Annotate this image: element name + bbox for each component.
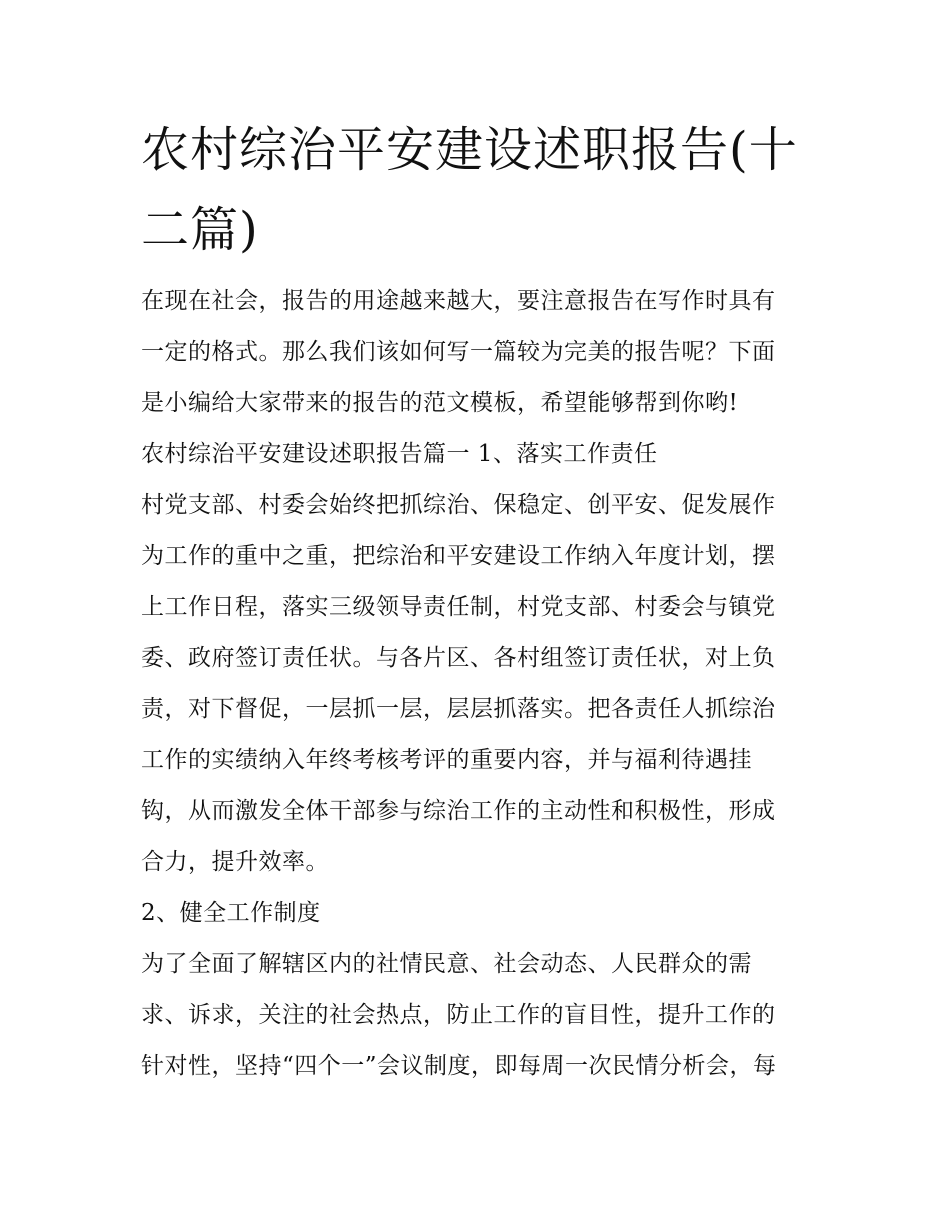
body-line: 在现在社会，报告的用途越来越大，要注意报告在写作时具有 [141,288,776,314]
body-line: 求、诉求，关注的社会热点，防止工作的盲目性，提升工作的 [141,1002,776,1028]
body-line: 一定的格式。那么我们该如何写一篇较为完美的报告呢？下面 [141,339,776,365]
section-heading: 农村综治平安建设述职报告篇一 1、落实工作责任 [141,441,658,467]
body-line: 工作的实绩纳入年终考核考评的重要内容，并与福利待遇挂 [141,747,752,773]
body-line: 合力，提升效率。 [141,849,329,875]
body-line: 为工作的重中之重，把综治和平安建设工作纳入年度计划，摆 [141,543,776,569]
document-title: 农村综治平安建设述职报告(十二篇) [141,122,798,258]
body-line: 钩，从而激发全体干部参与综治工作的主动性和积极性，形成 [141,798,776,824]
document-body [141,276,811,1092]
document-page [141,110,811,1092]
body-line: 是小编给大家带来的报告的范文模板，希望能够帮到你哟! [141,390,739,416]
body-line: 为了全面了解辖区内的社情民意、社会动态、人民群众的需 [141,951,752,977]
section-heading: 2、健全工作制度 [141,900,321,926]
body-line: 村党支部、村委会始终把抓综治、保稳定、创平安、促发展作 [141,492,776,518]
body-line: 责，对下督促，一层抓一层，层层抓落实。把各责任人抓综治 [141,696,776,722]
body-line: 针对性，坚持“四个一”会议制度，即每周一次民情分析会，每 [141,1053,777,1079]
body-line: 上工作日程，落实三级领导责任制，村党支部、村委会与镇党 [141,594,776,620]
body-line: 委、政府签订责任状。与各片区、各村组签订责任状，对上负 [141,645,776,671]
